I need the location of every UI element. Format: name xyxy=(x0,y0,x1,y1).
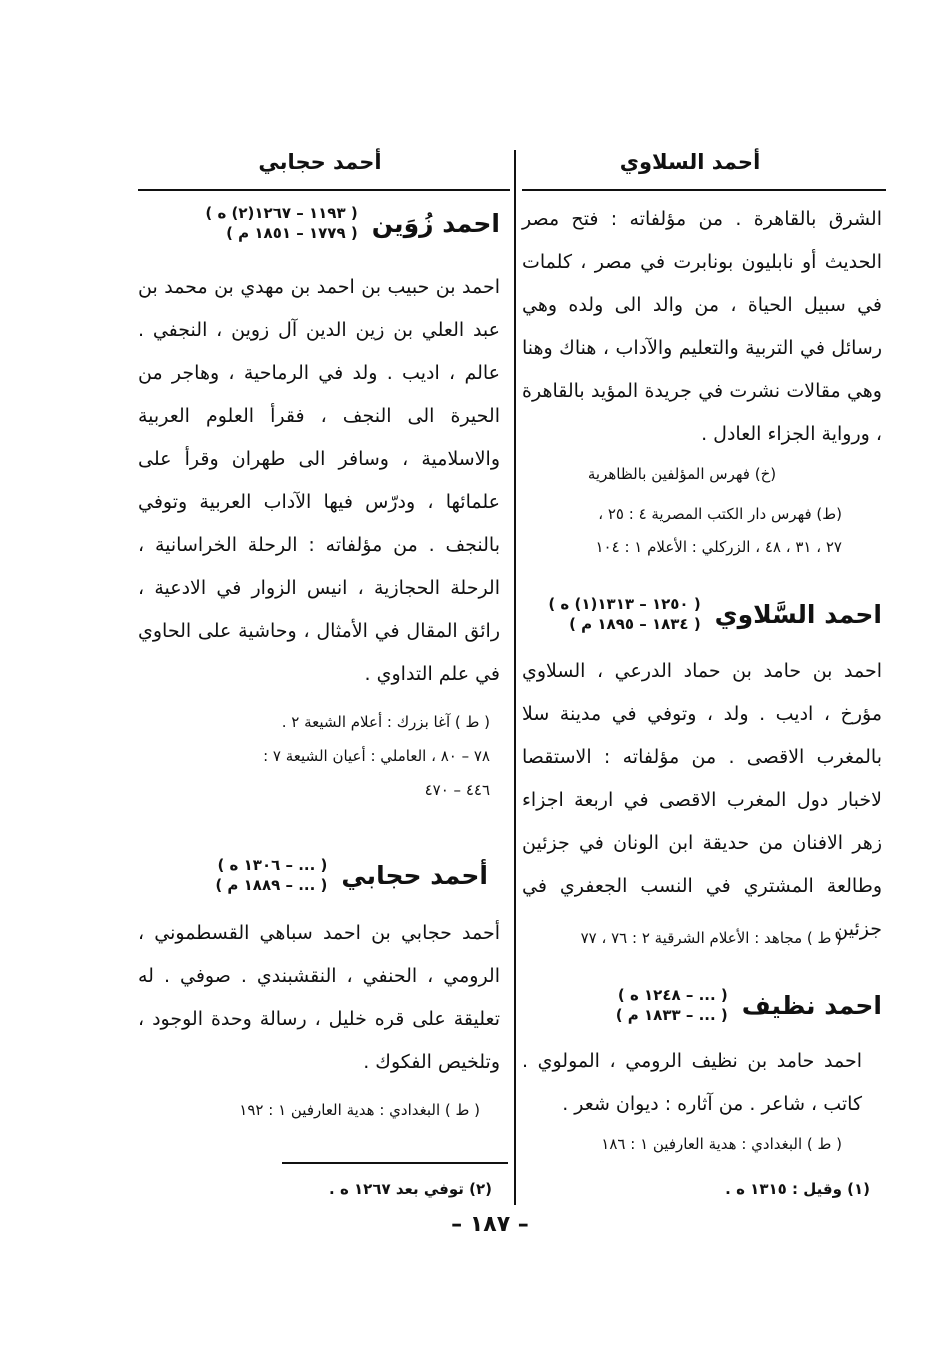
entry-dates-salawi xyxy=(548,594,700,634)
entry-dates-hijabi xyxy=(215,855,327,895)
page-number: – ١٨٧ – xyxy=(451,1212,529,1237)
entry-ref-nazif: ( ط ) البغدادي : هدية العارفين ١ : ١٨٦ xyxy=(601,1135,842,1153)
continuation-ref-3: ٢٧ ، ٣١ ، ٤٨ ، الزركلي : الأعلام ١ : ١٠٤ xyxy=(595,538,842,556)
running-header-right: أحمد السلاوي xyxy=(619,150,761,174)
header-rule-right xyxy=(522,189,886,191)
entry-name-nazif: احمد نظيف xyxy=(741,990,882,1020)
entry-ref-hijabi: ( ط ) البغدادي : هدية العارفين ١ : ١٩٢ xyxy=(239,1101,480,1119)
dates-gregorian-nazif: ( ... – ١٨٣٣ م ) xyxy=(615,1006,728,1024)
entry-name-salawi: احمد السَّلاوي xyxy=(714,599,882,629)
entry-ref-salawi: ( ط ) مجاهد : الأعلام الشرقية ٢ : ٧٦ ، ٧٧ xyxy=(580,929,842,947)
entry-dates-zuwayn xyxy=(205,203,357,243)
entry-name-hijabi: أحمد حجابي xyxy=(341,860,488,890)
entry-ref-zuwayn-3: ٤٤٦ – ٤٧٠ xyxy=(424,781,490,799)
footnote-left: (٢) توفي بعد ١٢٦٧ ه . xyxy=(329,1180,492,1198)
entry-dates-nazif xyxy=(616,985,728,1025)
continuation-ref-1: (خ) فهرس المؤلفين بالظاهرية xyxy=(587,465,777,483)
entry-body-nazif: احمد حامد بن نظيف الرومي ، المولوي . كاتب ، شاعر . من آثاره : ديوان شعر . xyxy=(522,1050,862,1115)
entry-body-hijabi: أحمد حجابي بن احمد سباهي القسطموني ، الرومي ، الحنفي ، النقشبندي . صوفي . له تعليقة على قره خليل ، رسالة وحدة الوجود ، وتلخيص الفكوك . xyxy=(138,922,500,1073)
footnote-rule-left xyxy=(282,1162,508,1164)
running-header-left: أحمد حجابي xyxy=(258,150,382,174)
entry-heading-zuwayn xyxy=(138,203,500,243)
dates-hijri-salawi: ( ١٢٥٠ – ١٣١٣(١) ه ) xyxy=(548,595,701,613)
entry-ref-zuwayn-2: ٧٨ – ٨٠ ، العاملي : أعيان الشيعة ٧ : xyxy=(263,747,490,765)
dates-gregorian-hijabi: ( ... – ١٨٨٩ م ) xyxy=(215,876,328,894)
dates-hijri-hijabi: ( ... – ١٣٠٦ ه ) xyxy=(217,856,328,874)
entry-body-zuwayn: احمد بن حبيب بن احمد بن مهدي بن محمد بن عبد العلي بن زين الدين آل زوين ، النجفي . عالم ، اديب . ولد في الرماحية ، وهاجر من الحيرة الى النجف ، فقرأ العلوم العربية والاسلامية ، وسافر الى طهران وقرأ على علمائها ، ودرّس فيها الآداب العربية وتوفي بالنجف . من مؤلفاته : الرحلة الخراسانية ، الرحلة الحجازية ، انيس الزوار في الادعية ، رائق المقال في الأمثال ، وحاشية على الحاوي في علم التداوي . xyxy=(138,276,500,685)
entry-name-zuwayn: احمد زُوَين xyxy=(371,208,500,238)
continuation-paragraph: الشرق بالقاهرة . من مؤلفاته : فتح مصر الحديث أو نابليون بونابرت في مصر ، كلمات في سبيل الحياة ، من والد الى ولده وهي رسائل في التربية والتعليم والآداب ، هناك وهنا وهي مقالات نشرت في جريدة المؤيد بالقاهرة ، ورواية الجزاء العادل . xyxy=(522,208,882,445)
dates-hijri-zuwayn: ( ١١٩٣ – ١٢٦٧(٢) ه ) xyxy=(205,204,358,222)
entry-heading-nazif xyxy=(522,985,882,1025)
dates-gregorian-zuwayn: ( ١٧٧٩ – ١٨٥١ م ) xyxy=(226,224,358,242)
footnote-right: (١) وقيل : ١٣١٥ ه . xyxy=(725,1180,870,1198)
entry-body-salawi: احمد بن حامد بن حماد الدرعي ، السلاوي مؤرخ ، اديب . ولد ، وتوفي في مدينة سلا بالمغرب الاقصى . من مؤلفاته : الاستقصا لاخبار دول المغرب الاقصى في اربعة اجزاء زهر الافنان من حديقة ابن الونان في جزئين وطالعة المشتري في النسب الجعفري في جزئين xyxy=(522,660,882,940)
dates-hijri-nazif: ( ... – ١٢٤٨ ه ) xyxy=(617,986,728,1004)
entry-heading-hijabi xyxy=(138,855,488,895)
header-rule-left xyxy=(138,189,510,191)
entry-heading-salawi xyxy=(522,594,882,634)
entry-ref-zuwayn-1: ( ط ) آغا بزرك : أعلام الشيعة ٢ . xyxy=(281,713,490,731)
column-divider xyxy=(514,150,516,1205)
dates-gregorian-salawi: ( ١٨٣٤ – ١٨٩٥ م ) xyxy=(569,615,701,633)
continuation-ref-2: (ط) فهرس دار الكتب المصرية ٤ : ٢٥ ، xyxy=(598,505,842,523)
